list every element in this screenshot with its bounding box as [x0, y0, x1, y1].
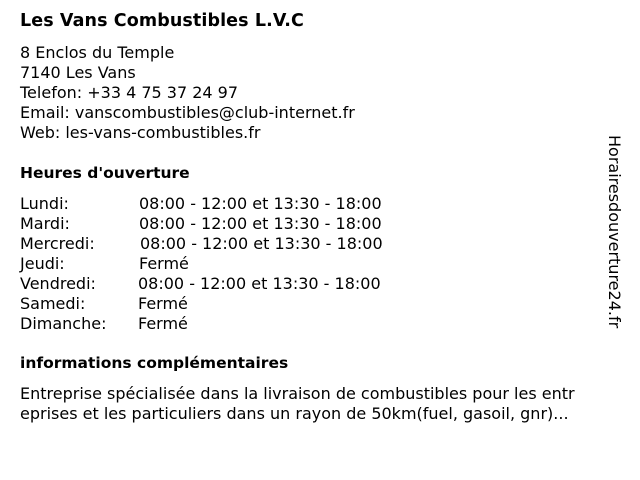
info-line: eprises et les particuliers dans un rayon de 50km(fuel, gasoil, gnr)... [20, 404, 569, 423]
opening-hours-heading: Heures d'ouverture [20, 164, 190, 182]
day-hours: Fermé [138, 294, 188, 313]
day-label: Lundi: [20, 194, 69, 213]
day-hours: Fermé [139, 254, 189, 273]
day-label: Dimanche: [20, 314, 107, 333]
additional-info-heading: informations complémentaires [20, 354, 289, 372]
day-label: Jeudi: [20, 254, 65, 273]
day-hours: 08:00 - 12:00 et 13:30 - 18:00 [140, 234, 383, 253]
day-label: Samedi: [20, 294, 86, 313]
site-watermark: Horairesdouverture24.fr [605, 135, 624, 329]
address-city: 7140 Les Vans [20, 63, 136, 82]
day-label: Mardi: [20, 214, 70, 233]
address-street: 8 Enclos du Temple [20, 43, 175, 62]
day-hours: 08:00 - 12:00 et 13:30 - 18:00 [139, 194, 382, 213]
phone-number: Telefon: +33 4 75 37 24 97 [20, 83, 239, 102]
email-address: Email: vanscombustibles@club-internet.fr [20, 103, 355, 122]
day-label: Mercredi: [20, 234, 95, 253]
day-label: Vendredi: [20, 274, 96, 293]
day-hours: 08:00 - 12:00 et 13:30 - 18:00 [138, 274, 381, 293]
info-line: Entreprise spécialisée dans la livraison de combustibles pour les entr [20, 384, 575, 403]
website: Web: les-vans-combustibles.fr [20, 123, 261, 142]
business-name: Les Vans Combustibles L.V.C [20, 11, 304, 31]
day-hours: 08:00 - 12:00 et 13:30 - 18:00 [139, 214, 382, 233]
contact-block [20, 43, 355, 143]
additional-info-text [20, 384, 620, 424]
day-hours: Fermé [138, 314, 188, 333]
